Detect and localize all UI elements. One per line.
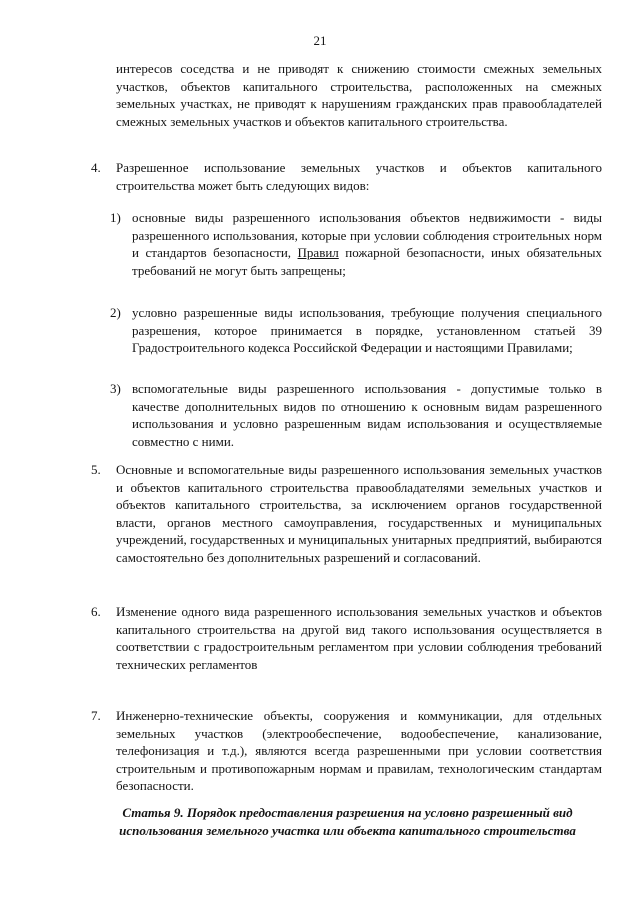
list-item-number: 6. [91,604,101,619]
continuation-paragraph: интересов соседства и не приводят к снижению стоимости смежных земельных участков, объектов капитального строительства, расположенных на смежных земельных участках, не приводят к нарушениям гражданских прав правообладателей смежных земельных участков и объектов капитального строительства. [116,61,602,129]
sub-item-text: условно разрешенные виды использования, требующие получения специального разрешения, которое принимается в порядке, установленном статьей 39 Градостроительного кодекса Российской Федерации и настоящими Правилами; [132,305,602,356]
sub-item-text: основные виды разрешенного использования объектов недвижимости - виды разрешенного использования, которые при условии соблюдения строительных норм и стандартов безопасности, Правил пожарной безопасности, иных обязательных требований не могут быть запрещены; [132,210,602,278]
list-item-number: 5. [91,462,101,477]
sub-item-1 [110,209,602,279]
list-item-4 [91,159,602,194]
list-item-text: Инженерно-технические объекты, сооружения и коммуникации, для отдельных земельных участков (электрообеспечение, водообеспечение, канализование, телефонизация и т.д.), являются всегда разрешенными при условии соответствия строительным и противопожарным нормам и правилам, технологическим стандартам безопасности. [116,708,602,794]
sub-item-number: 3) [110,381,121,396]
sub-item-number: 2) [110,305,121,320]
list-item-text: Изменение одного вида разрешенного использования земельных участков и объектов капитального строительства на другой вид такого использования осуществляется в соответствии с градостроительным регламентом при условии соблюдения требований технических регламентов [116,604,602,672]
sub-item-2 [110,304,602,357]
sub-item-3 [110,380,602,450]
list-item-number: 4. [91,160,101,175]
list-item-7 [91,707,602,795]
pravil-link[interactable]: Правил [297,245,339,261]
list-item-text: Основные и вспомогательные виды разрешенного использования земельных участков и объектов капитального строительства правообладателями земельных участков и объектов капитального строительства, за исключением органов государственной власти, органов местного самоуправления, государственных и муниципальных учреждений, государственных и муниципальных унитарных предприятий, выбираются самостоятельно без дополнительных разрешений и согласований. [116,462,602,565]
page-number: 21 [313,33,327,48]
article-heading: Статья 9. Порядок предоставления разрешения на условно разрешенный вид использования земельного участка или объекта капитального строительства [119,805,576,838]
list-item-text: Разрешенное использование земельных участков и объектов капитального строительства может быть следующих видов: [116,160,602,193]
list-item-number: 7. [91,708,101,723]
sub-item-number: 1) [110,210,121,225]
sub-item-text: вспомогательные виды разрешенного использования - допустимые только в качестве дополнительных видов по отношению к основным видам разрешенного использования и условно разрешенным видам использования и осуществляемые совместно с ними. [132,381,602,449]
list-item-5 [91,461,602,567]
list-item-6 [91,603,602,673]
